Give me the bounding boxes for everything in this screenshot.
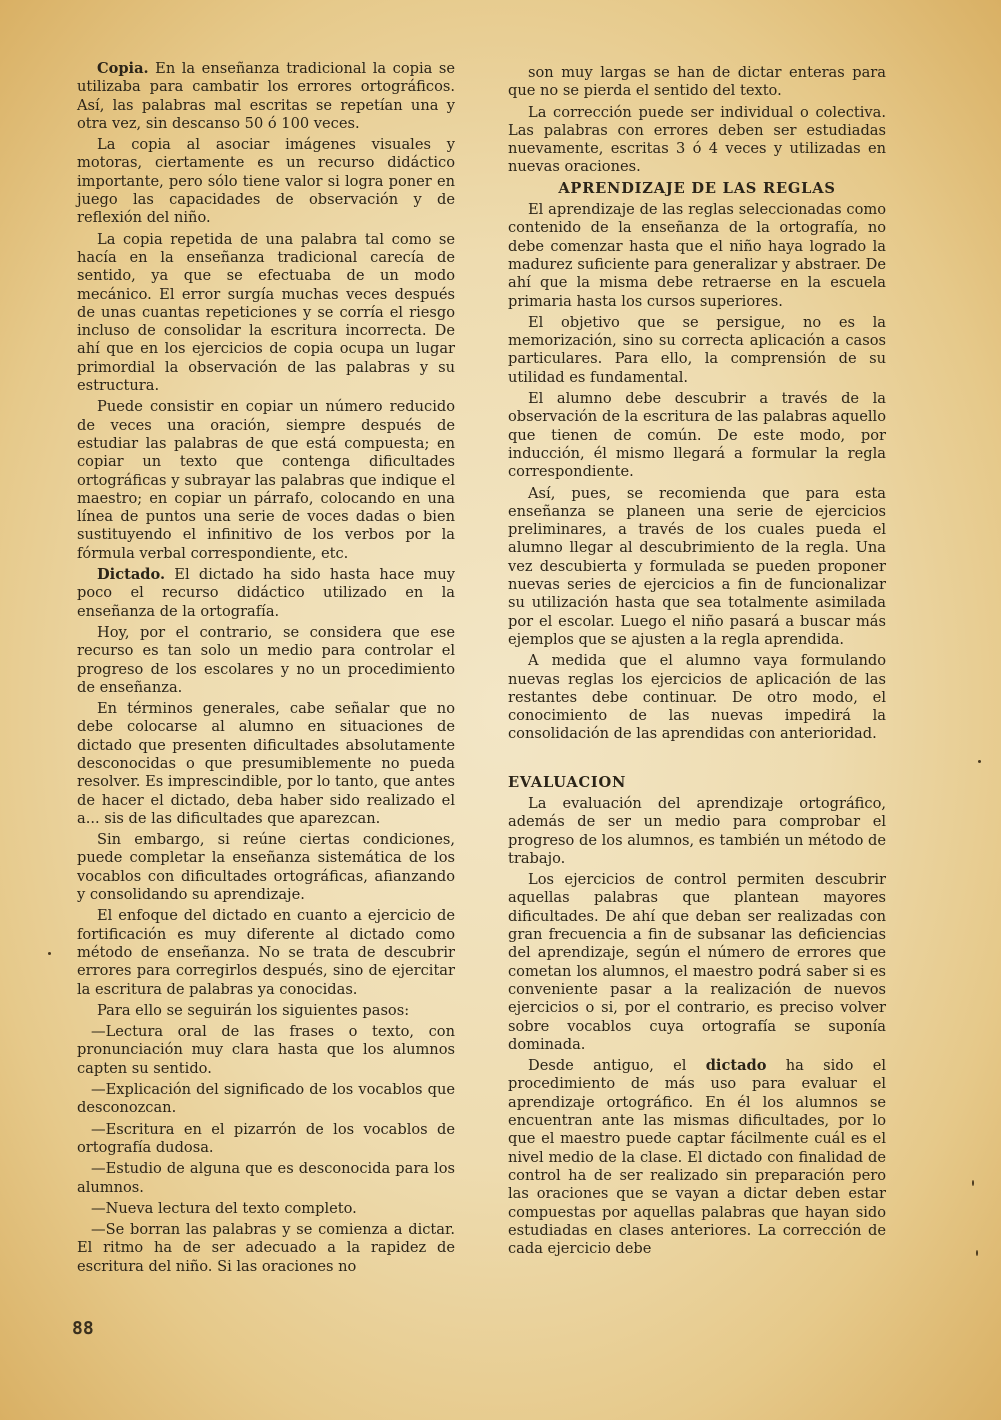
step-item: —Escritura en el pizarrón de los vocablos de ortografía dudosa. (77, 1120, 455, 1156)
paragraph: Puede consistir en copiar un número reducido de veces una oración, siempre después de estudiar las palabras de que está compuesta; en copiar un texto que contenga dificultades ortográficas y subrayar las palabras que indique el maestro; en copiar un párrafo, colocando en una línea de puntos una serie de voces dadas o bien sustituyendo el infinitivo de los verbos por la fórmula verbal correspondiente, etc. (77, 398, 455, 562)
paragraph: son muy largas se han de dictar enteras para que no se pierda el sentido del texto. (508, 64, 886, 100)
paragraph: La copia al asociar imágenes visuales y motoras, ciertamente es un recurso didáctico importante, pero sólo tiene valor si logra poner en juego las capacidades de observación y de reflexión del niño. (77, 136, 455, 227)
section-heading-evaluacion: EVALUACION (508, 773, 627, 791)
paragraph: El enfoque del dictado en cuanto a ejercicio de fortificación es muy diferente al dictado como método de enseñanza. No se trata de descubrir errores para corregirlos después, sino de ejercitar la escritura de palabras ya conocidas. (77, 907, 455, 998)
paragraph-copia: Copia. En la enseñanza tradicional la copia se utilizaba para cambatir los errores ortográficos. Así, las palabras mal escritas se repetían una y otra vez, sin descanso 50 ó 100 veces. (77, 60, 455, 132)
print-speck (972, 1180, 974, 1186)
paragraph: El alumno debe descubrir a través de la observación de la escritura de las palabras aquello que tienen de común. De este modo, por inducción, él mismo llegará a formular la regla correspondiente. (508, 390, 886, 481)
paragraph-dictado: Dictado. El dictado ha sido hasta hace muy poco el recurso didáctico utilizado en la enseñanza de la ortografía. (77, 566, 455, 620)
print-speck (976, 1250, 978, 1256)
paragraph: Para ello se seguirán los siguientes pasos: (97, 1001, 410, 1019)
print-speck (48, 952, 51, 955)
paragraph: En términos generales, cabe señalar que no debe colocarse al alumno en situaciones de dictado que presenten dificultades absolutamente desconocidas o que presumiblemente no pueda resolver. Es imprescindible, por lo tanto, que antes de hacer el dictado, deba haber sido realizado el a... sis de las dificultades que aparezcan. (77, 700, 455, 827)
paragraph: Desde antiguo, el dictado ha sido el procedimiento de más uso para evaluar el aprendizaje ortográfico. En él los alumnos se encuentran ante las mismas dificultades, por lo que el maestro puede captar fácilmente cuál es el nivel medio de la clase. El dictado con finalidad de control ha de ser realizado sin preparación pero las oraciones que se vayan a dictar deben estar compuestas por aquellas palabras que hayan sido estudiadas en clases anteriores. La corrección de cada ejercicio debe (508, 1057, 886, 1258)
paragraph: La evaluación del aprendizaje ortográfico, además de ser un medio para comprobar el progreso de los alumnos, es también un método de trabajo. (508, 794, 886, 867)
right-column (508, 64, 886, 1258)
step-item: —Explicación del significado de los vocablos que desconozcan. (77, 1081, 455, 1117)
term-dictado-bold: dictado (705, 1057, 767, 1075)
step-item: —Se borran las palabras y se comienza a dictar. El ritmo ha de ser adecuado a la rapidez de escritura del niño. Si las oraciones no (77, 1221, 455, 1275)
term-copia: Copia. (97, 60, 149, 77)
paragraph: Hoy, por el contrario, se considera que ese recurso es tan solo un medio para controlar el progreso de los escolares y no un procedimiento de enseñanza. (77, 623, 455, 696)
paragraph: Así, pues, se recomienda que para esta enseñanza se planeen una serie de ejercicios preliminares, a través de los cuales pueda el alumno llegar al descubrimiento de la regla. Una vez descubierta y formulada se pueden proponer nuevas series de ejercicios a fin de funcionalizar su utilización hasta que sea totalmente asimilada por el escolar. Luego el niño pasará a buscar más ejemplos que se ajusten a la regla aprendida. (508, 484, 886, 648)
left-column (77, 60, 455, 1276)
paragraph: La copia repetida de una palabra tal como se hacía en la enseñanza tradicional carecía de sentido, ya que se efectuaba de un modo mecánico. El error surgía muchas veces después de unas cuantas repeticiones y se corría el riesgo incluso de consolidar la escritura incorrecta. De ahí que en los ejercicios de copia ocupa un lugar primordial la observación de las palabras y su estructura. (77, 230, 455, 395)
paragraph: El aprendizaje de las reglas seleccionadas como contenido de la enseñanza de la ortografía, no debe comenzar hasta que el niño haya logrado la madurez suficiente para generalizar y abstraer. De ahí que la misma debe retraerse en la escuela primaria hasta los cursos superiores. (508, 201, 886, 310)
section-heading-reglas: APRENDIZAJE DE LAS REGLAS (558, 179, 836, 197)
print-speck (978, 760, 981, 763)
paragraph: Los ejercicios de control permiten descubrir aquellas palabras que plantean mayores dificultades. De ahí que deban ser realizadas con gran frecuencia a fin de subsanar las deficiencias del aprendizaje, según el número de errores que cometan los alumnos, el maestro podrá saber si es conveniente pasar a la realización de nuevos ejercicios o si, por el contrario, es preciso volver sobre vocablos cuya ortografía se suponía dominada. (508, 871, 886, 1053)
paragraph: A medida que el alumno vaya formulando nuevas reglas los ejercicios de aplicación de las restantes debe continuar. De otro modo, el conocimiento de las nuevas impedirá la consolidación de las aprendidas con anterioridad. (508, 652, 886, 743)
term-dictado: Dictado. (97, 566, 166, 584)
paragraph: Sin embargo, si reúne ciertas condiciones, puede completar la enseñanza sistemática de los vocablos con dificultades ortográficas, afianzando y consolidando su aprendizaje. (77, 831, 455, 904)
paragraph: La corrección puede ser individual o colectiva. Las palabras con errores deben ser estudiadas nuevamente, escritas 3 ó 4 veces y utilizadas en nuevas oraciones. (508, 103, 886, 176)
page-number: 88 (72, 1318, 94, 1339)
step-item: —Nueva lectura del texto completo. (91, 1199, 357, 1217)
paragraph: El objetivo que se persigue, no es la memorización, sino su correcta aplicación a casos particulares. Para ello, la comprensión de su utilidad es fundamental. (508, 313, 886, 386)
step-item: —Lectura oral de las frases o texto, con pronunciación muy clara hasta que los alumnos capten su sentido. (77, 1023, 455, 1077)
step-item: —Estudio de alguna que es desconocida para los alumnos. (77, 1160, 455, 1196)
